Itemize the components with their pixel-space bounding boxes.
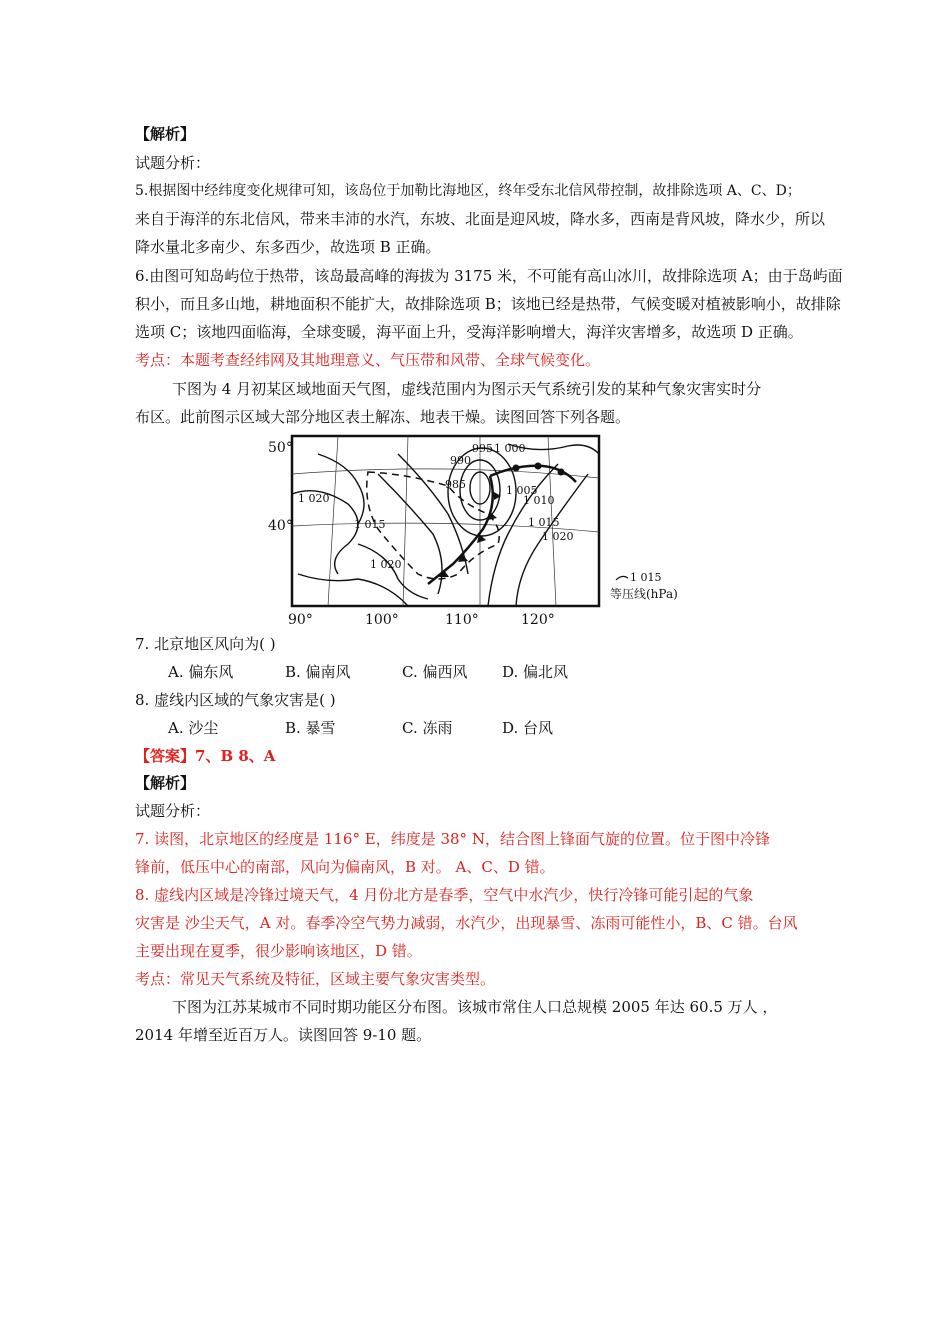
intro-1-line-1: 下图为 4 月初某区域地面天气图，虚线范围内为图示天气系统引发的某种气象灾害实时分 [172, 380, 762, 398]
isobar-label: 985 [445, 478, 466, 491]
isobar-label: 1 020 [370, 558, 402, 571]
q8-option-b: B. 暴雪 [285, 719, 336, 737]
lat-label-50: 50° [268, 440, 293, 456]
q6-analysis-line-2: 积小，而且多山地，耕地面积不能扩大，故排除选项 B；该地已经是热带，气候变暖对植被影响小，故排除 [135, 295, 841, 313]
lon-label-90: 90° [288, 612, 313, 628]
lon-label-100: 100° [365, 612, 399, 628]
isobar-label: 990 [450, 454, 471, 467]
q5-analysis-line-1: 5.根据图中经纬度变化规律可知，该岛位于加勒比海地区，终年受东北信风带控制，故排除选项 A、C、D； [135, 183, 801, 199]
q7-option-d: D. 偏北风 [502, 663, 569, 681]
q7-option-a: A. 偏东风 [168, 663, 234, 681]
answer-line: 【答案】7、B 8、A [135, 747, 276, 765]
lat-label-40: 40° [268, 518, 293, 534]
intro-2-line-2: 2014 年增至近百万人。读图回答 9-10 题。 [135, 1026, 432, 1044]
intro-1-line-2: 布区。此前图示区域大部分地区表土解冻、地表干燥。读图回答下列各题。 [135, 408, 631, 426]
legend-isobar-symbol [616, 576, 628, 580]
lon-label-110: 110° [445, 612, 479, 628]
q7-analysis-line-2: 锋前，低压中心的南部，风向为偏南风，B 对。 A、C、D 错。 [135, 858, 555, 876]
q8-option-a: A. 沙尘 [168, 719, 219, 737]
q7-option-b: B. 偏南风 [285, 663, 351, 681]
isobar-label: 1 020 [542, 530, 574, 543]
legend-label: 等压线(hPa) [610, 587, 678, 601]
kaodian-2: 考点：常见天气系统及特征，区域主要气象灾害类型。 [135, 970, 496, 988]
q6-analysis-line-3: 选项 C；该地四面临海，全球变暖，海平面上升，受海洋影响增大，海洋灾害增多，故选项 D 正确。 [135, 323, 803, 341]
q8-analysis-line-2: 灾害是 沙尘天气，A 对。春季冷空气势力减弱，水汽少，出现暴雪、冻雨可能性小，B、C 错。台风 [135, 914, 798, 932]
isobar-label: 1 010 [523, 494, 555, 507]
q8-analysis-line-3: 主要出现在夏季，很少影响该地区，D 错。 [135, 942, 422, 960]
isobar-label: 1 005 [506, 484, 538, 497]
intro-2-line-1: 下图为江苏某城市不同时期功能区分布图。该城市常住人口总规模 2005 年达 60.5 万人 ， [172, 998, 778, 1016]
q7-option-c: C. 偏西风 [402, 663, 468, 681]
q8-option-d: D. 台风 [502, 719, 554, 737]
analysis-subheading-2: 试题分析： [135, 802, 211, 820]
weather-map [258, 434, 698, 630]
isobar-label: 1 015 [528, 516, 560, 529]
isobar-label: 995 [472, 442, 493, 455]
q7-stem: 7. 北京地区风向为( ) [135, 635, 276, 653]
analysis-heading-2: 【解析】 [135, 774, 196, 792]
isobar-label: 1 020 [298, 492, 330, 505]
q5-analysis-line-2: 来自于海洋的东北信风，带来丰沛的水汽，东坡、北面是迎风坡，降水多，西南是背风坡，降水少，所以 [135, 210, 826, 228]
q8-analysis-line-1: 8. 虚线内区域是冷锋过境天气，4 月份北方是春季，空气中水汽少，快行冷锋可能引起的气象 [135, 886, 754, 904]
legend-value: 1 015 [630, 571, 662, 584]
q8-option-c: C. 冻雨 [402, 719, 453, 737]
q6-analysis-line-1: 6.由图可知岛屿位于热带，该岛最高峰的海拔为 3175 米，不可能有高山冰川，故排除选项 A；由于岛屿面 [135, 267, 843, 285]
kaodian-1: 考点：本题考查经纬网及其地理意义、气压带和风带、全球气候变化。 [135, 351, 601, 369]
analysis-subheading-1: 试题分析： [135, 154, 211, 172]
q5-analysis-line-3: 降水量北多南少、东多西少，故选项 B 正确。 [135, 238, 441, 256]
lon-label-120: 120° [521, 612, 555, 628]
q8-stem: 8. 虚线内区域的气象灾害是( ) [135, 691, 336, 709]
analysis-heading-1: 【解析】 [135, 125, 196, 143]
isobar-label: 1 015 [354, 518, 386, 531]
isobar-label: 1 000 [494, 442, 526, 455]
q7-analysis-line-1: 7. 读图，北京地区的经度是 116° E，纬度是 38° N，结合图上锋面气旋的位置。位于图中冷锋 [135, 830, 770, 848]
